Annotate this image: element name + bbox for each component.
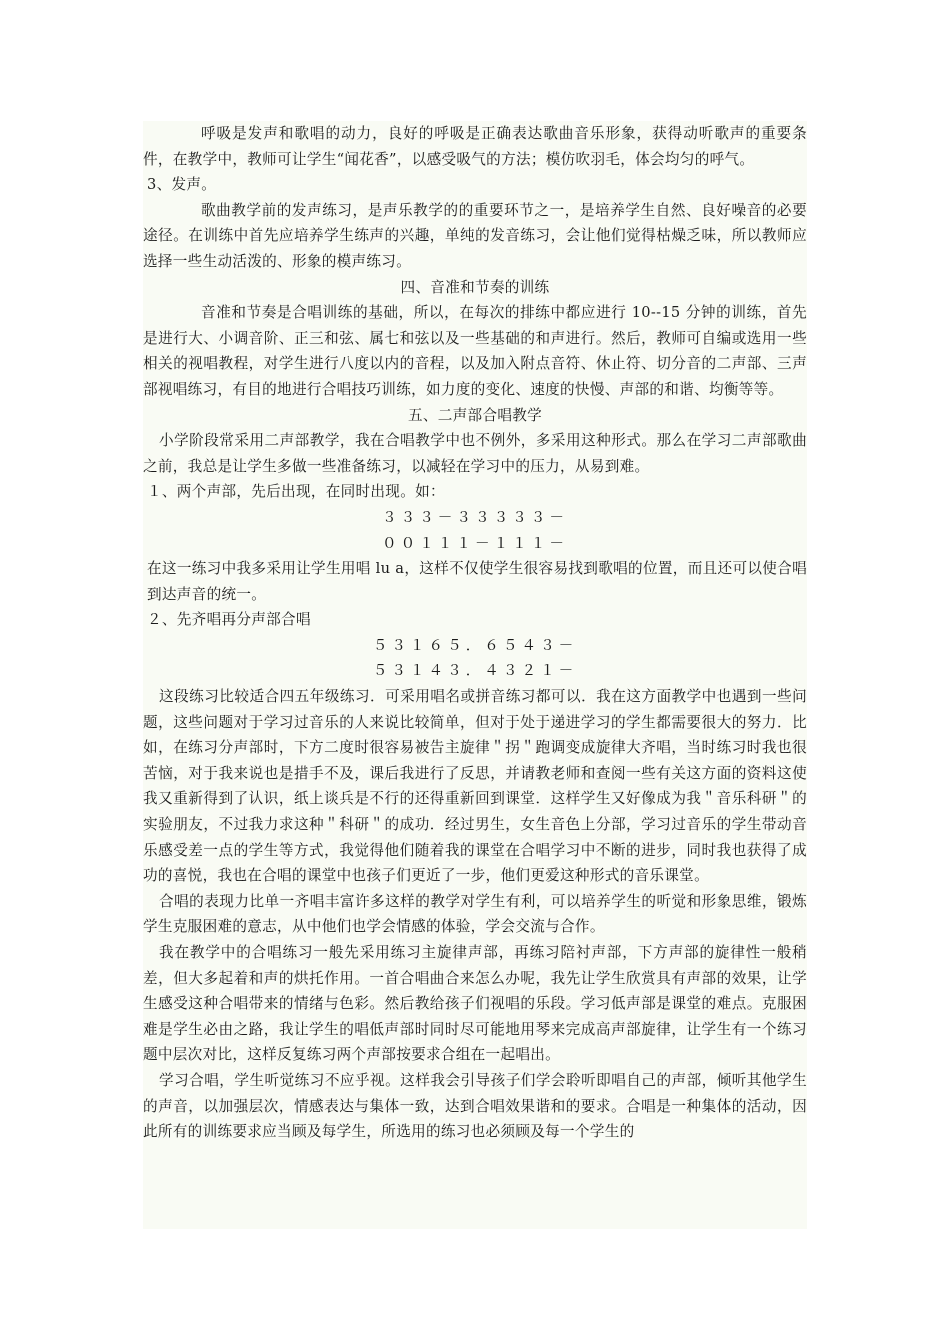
section-heading-pitch-rhythm: 四、音准和节奏的训练 bbox=[400, 278, 550, 296]
list-item-2: ２、先齐唱再分声部合唱 bbox=[147, 611, 311, 629]
section-heading-two-part: 五、二声部合唱教学 bbox=[407, 406, 543, 424]
notation-line-1: ３３３－３３３３３－ bbox=[382, 508, 568, 526]
paragraph-vocalization: 歌曲教学前的发声练习，是声乐教学的的重要环节之一，是培养学生自然、良好噪音的必要途径。在训练中首先应培养学生练声的兴趣，单纯的发音练习，会让他们觉得枯燥乏味，所以教师应选择一些生动活泼的、形象的模声练习。 bbox=[143, 201, 807, 270]
paragraph-practice-reflection: 这段练习比较适合四五年级练习．可采用唱名或拼音练习都可以．我在这方面教学中也遇到一些问题，这些问题对于学习过音乐的人来说比较简单，但对于处于递进学习的学生都需要很大的努力．比如，在练习分声部时，下方二度时很容易被告主旋律＂拐＂跑调变成旋律大齐唱，当时练习时我也很苦恼，对于我来说也是措手不及，课后我进行了反思，并请教老师和查阅一些有关这方面的资料这使我又重新得到了认识，纸上谈兵是不行的还得重新回到课堂．这样学生又好像成为我＂音乐科研＂的实验朋友，不过我力求这种＂科研＂的成功．经过男生，女生音色上分部，学习过音乐的学生带动音乐感受差一点的学生等方式，我觉得他们随着我的课堂在合唱学习中不断的进步，同时我也获得了成功的喜悦，我也在合唱的课堂中也孩子们更近了一步，他们更爱这种形式的音乐课堂。 bbox=[143, 688, 807, 885]
paragraph-lu-a: 在这一练习中我多采用让学生用唱 lu a，这样不仅使学生很容易找到歌唱的位置，而且还可以使合唱到达声音的统一。 bbox=[147, 560, 807, 603]
paragraph-pitch-rhythm: 音准和节奏是合唱训练的基础，所以，在每次的排练中都应进行 10--15 分钟的训练，首先是进行大、小调音阶、正三和弦、属七和弦以及一些基础的和声进行。然后，教师可自编或选用一些相关的视唱教程，对学生进行八度以内的音程，以及加入附点音符、休止符、切分音的二声部、三声部视唱练习，有目的地进行合唱技巧训练，如力度的变化、速度的快慢、声部的和谐、均衡等等。 bbox=[143, 304, 807, 398]
list-item-1: １、两个声部，先后出现，在同时出现。如： bbox=[147, 483, 445, 501]
paragraph-two-part-intro: 小学阶段常采用二声部教学，我在合唱教学中也不例外，多采用这种形式。那么在学习二声部歌曲之前，我总是让学生多做一些准备练习，以减轻在学习中的压力，从易到难。 bbox=[143, 432, 807, 475]
paragraph-listening: 学习合唱，学生听觉练习不应乎视。这样我会引导孩子们学会聆听即唱自己的声部，倾听其他学生的声音，以加强层次，情感表达与集体一致，达到合唱效果谐和的要求。合唱是一种集体的活动，因此所有的训练要求应当顾及每学生，所选用的练习也必须顾及每一个学生的 bbox=[143, 1071, 807, 1141]
paragraph-breathing: 呼吸是发声和歌唱的动力，良好的呼吸是正确表达歌曲音乐形象，获得动听歌声的重要条件，在教学中，教师可让学生“闻花香”，以感受吸气的方法；模仿吹羽毛，体会均匀的呼气。 bbox=[143, 125, 807, 168]
subheading-vocalization: 3、发声。 bbox=[147, 176, 217, 194]
notation-line-4: ５３１４３．４３２１－ bbox=[372, 662, 578, 680]
document-body bbox=[143, 121, 807, 1145]
paragraph-expressiveness: 合唱的表现力比单一齐唱丰富许多这样的教学对学生有利，可以培养学生的听觉和形象思维，锻炼学生克服困难的意志，从中他们也学会情感的体验，学会交流与合作。 bbox=[143, 892, 807, 936]
notation-line-3: ５３１６５．６５４３－ bbox=[372, 636, 578, 654]
paragraph-teaching-method: 我在教学中的合唱练习一般先采用练习主旋律声部，再练习陪衬声部，下方声部的旋律性一般稍差，但大多起着和声的烘托作用。一首合唱曲合来怎么办呢，我先让学生欣赏具有声部的效果，让学生感受这种合唱带来的情绪与色彩。然后教给孩子们视唱的乐段。学习低声部是课堂的难点。克服困难是学生必由之路，我让学生的唱低声部时同时尽可能地用琴来完成高声部旋律，让学生有一个练习题中层次对比，这样反复练习两个声部按要求合组在一起唱出。 bbox=[143, 944, 807, 1064]
document-page bbox=[143, 121, 807, 1229]
notation-line-2: ００１１１－１１１－ bbox=[382, 534, 568, 552]
